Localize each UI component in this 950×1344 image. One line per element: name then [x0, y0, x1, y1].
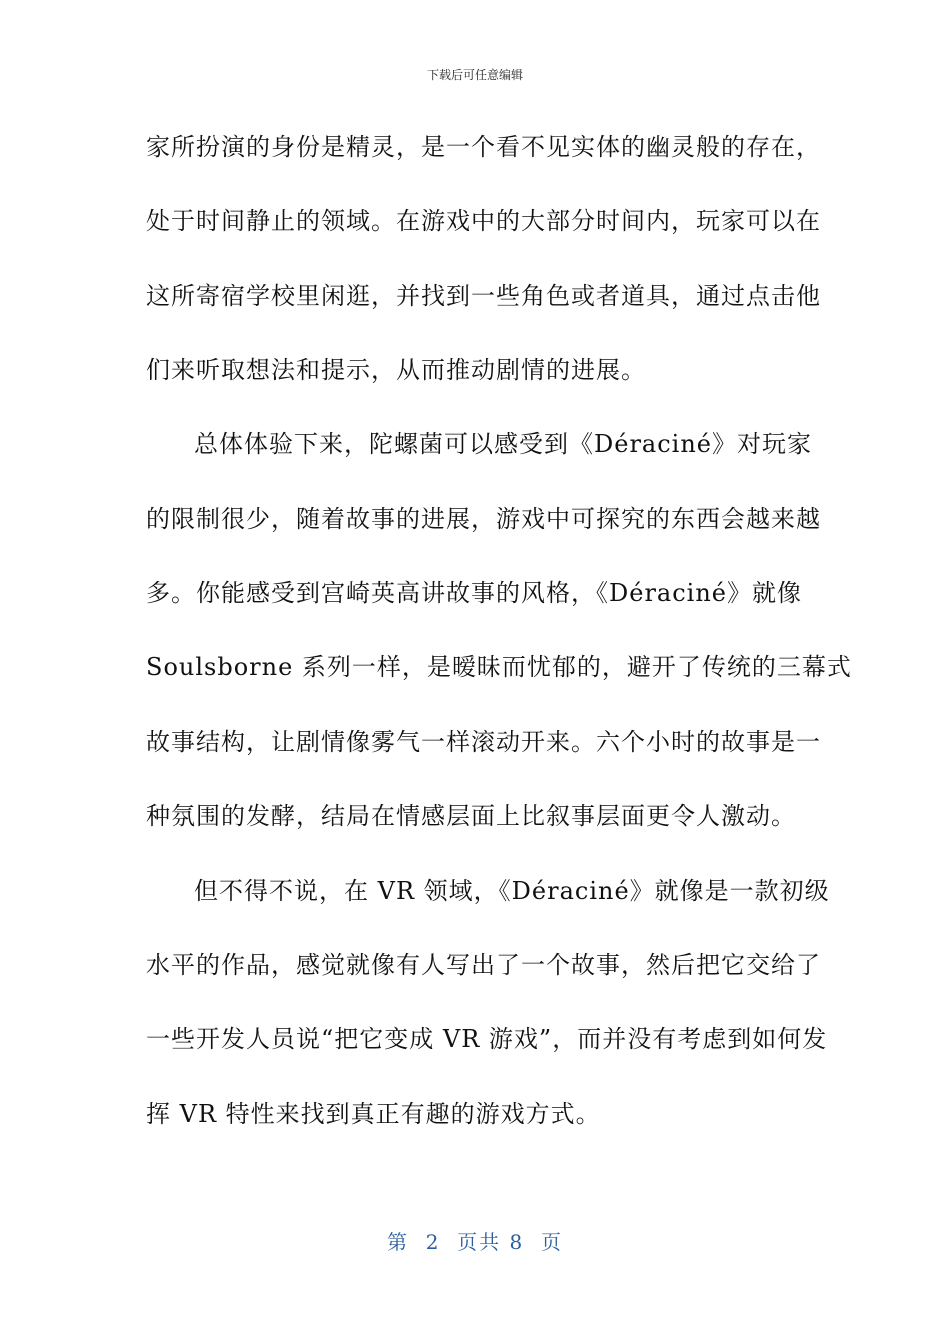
body-line: 们来听取想法和提示，从而推动剧情的进展。 — [146, 356, 646, 384]
body-line: 故事结构，让剧情像雾气一样滚动开来。六个小时的故事是一 — [146, 728, 821, 756]
body-line: 种氛围的发酵，结局在情感层面上比叙事层面更令人激动。 — [146, 802, 796, 830]
page-header: 下载后可任意编辑 — [426, 68, 523, 82]
body-line: 处于时间静止的领域。在游戏中的大部分时间内，玩家可以在 — [146, 207, 821, 235]
body-line: 家所扮演的身份是精灵，是一个看不见实体的幽灵般的存在， — [146, 133, 821, 161]
body-line: 的限制很少，随着故事的进展，游戏中可探究的东西会越来越 — [146, 505, 821, 533]
page-footer: 第 2 页共 8 页 — [387, 1230, 563, 1254]
body-line: 一些开发人员说“把它变成 VR 游戏”，而并没有考虑到如何发 — [146, 1025, 828, 1053]
body-line: 多。你能感受到宫崎英高讲故事的风格，《Déraciné》就像 — [146, 579, 803, 607]
body-line: 水平的作品，感觉就像有人写出了一个故事，然后把它交给了 — [146, 951, 821, 979]
body-line: 这所寄宿学校里闲逛，并找到一些角色或者道具，通过点击他 — [146, 282, 821, 310]
body-line: 但不得不说，在 VR 领域，《Déraciné》就像是一款初级 — [194, 877, 830, 905]
body-line: Soulsborne 系列一样，是暧昧而忧郁的，避开了传统的三幕式 — [146, 653, 852, 681]
body-line: 总体体验下来，陀螺菌可以感受到《Déraciné》对玩家 — [194, 430, 813, 458]
body-line: 挥 VR 特性来找到真正有趣的游戏方式。 — [146, 1100, 601, 1128]
